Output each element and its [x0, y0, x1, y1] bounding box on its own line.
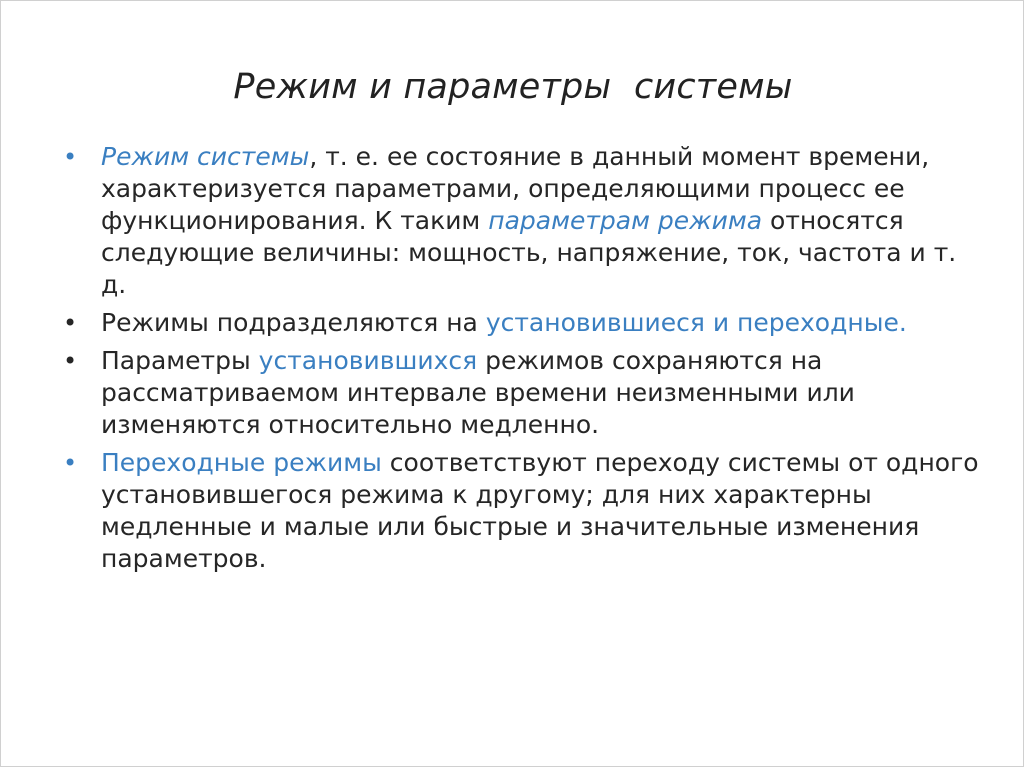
bullet-text: Параметры [101, 346, 259, 375]
term-mode-of-system: Режим системы [101, 142, 310, 171]
term-steady-and-transient: установившиеся и переходные. [485, 308, 907, 337]
bullet-marker: • [63, 309, 78, 337]
bullet-marker: • [63, 347, 78, 375]
bullet-text: , т. е. ее состояние в данный момент времени, характеризуется параметрами, определяющими процесс ее функционирования. К таким [101, 142, 930, 235]
term-transient-modes: Переходные режимы [101, 448, 382, 477]
bullet-item [61, 307, 981, 339]
bullet-text: режимов сохраняются на рассматриваемом интервале времени неизменными или изменяются относительно медленно. [101, 346, 855, 439]
bullet-text: соответствуют переходу системы от одного установившегося режима к другому; для них характерны медленные и малые или быстрые и значительные изменения параметров. [101, 448, 979, 573]
slide-title: Режим и параметры системы [233, 67, 793, 107]
bullet-marker: • [63, 449, 78, 477]
bullet-text: Режимы подразделяются на [101, 308, 486, 337]
bullet-item [61, 447, 981, 575]
term-mode-parameters: параметрам режима [488, 206, 763, 235]
bullet-item [61, 345, 981, 441]
bullet-list [61, 141, 981, 581]
bullet-item [61, 141, 981, 301]
term-steady: установившихся [258, 346, 478, 375]
bullet-marker: • [63, 143, 78, 171]
bullet-text: относятся следующие величины: мощность, напряжение, ток, частота и т. д. [101, 206, 957, 299]
